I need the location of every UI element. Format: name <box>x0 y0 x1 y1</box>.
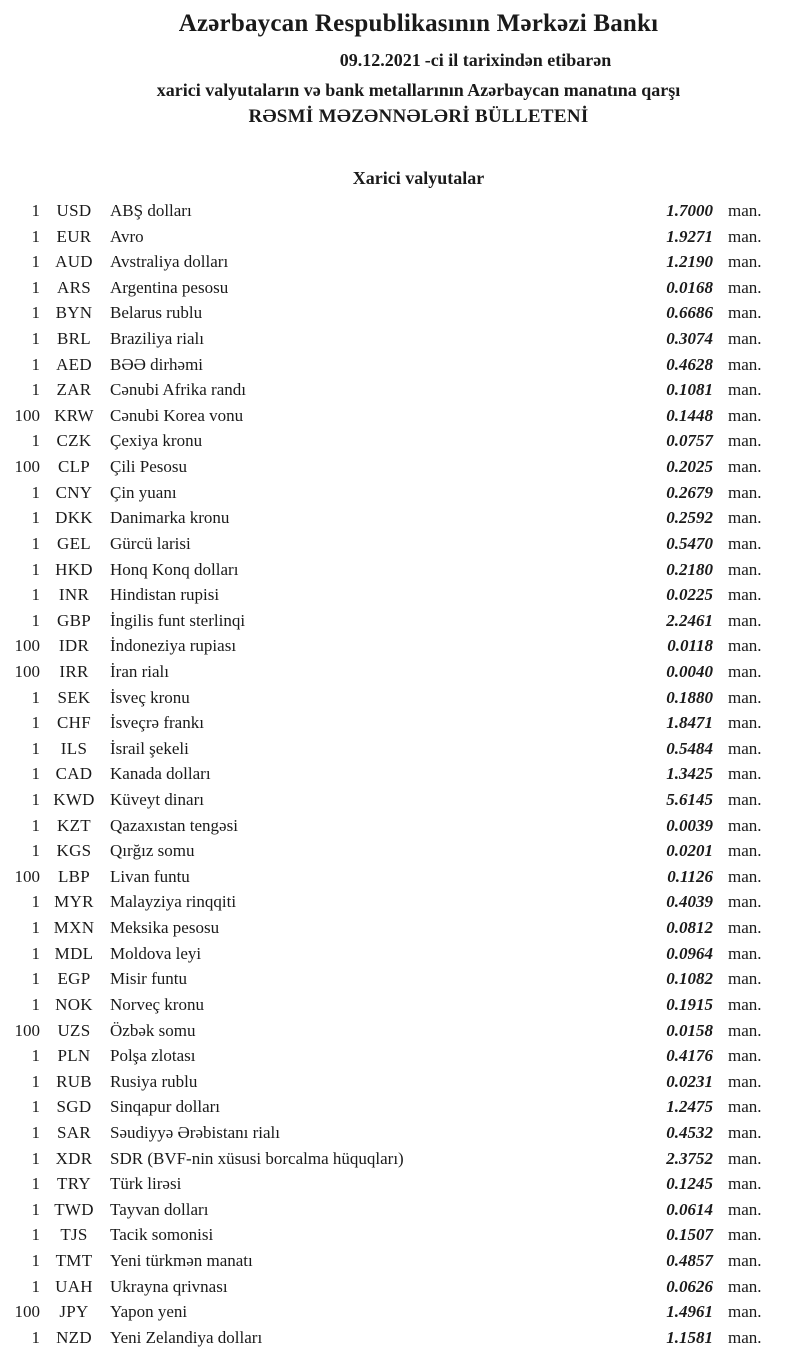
currency-name-cell: Yeni türkmən manatı <box>110 1250 253 1270</box>
table-row <box>0 966 800 992</box>
currency-code-cell: ILS <box>60 738 88 758</box>
currency-code-cell: MXN <box>53 918 95 938</box>
currency-name-cell: Rusiya rublu <box>110 1071 198 1091</box>
quantity-cell: 1 <box>31 277 40 297</box>
currency-name-cell: Türk lirəsi <box>110 1174 182 1194</box>
rate-value-cell: 0.1082 <box>666 969 713 989</box>
currency-code-cell: TWD <box>54 1199 94 1219</box>
currency-name-cell: Meksika pesosu <box>110 918 220 938</box>
quantity-cell: 1 <box>31 1071 40 1091</box>
quantity-cell: 1 <box>31 943 40 963</box>
table-row <box>0 915 800 941</box>
unit-label-cell: man. <box>728 815 762 835</box>
table-row <box>0 889 800 915</box>
quantity-cell: 1 <box>31 815 40 835</box>
quantity-cell: 100 <box>14 1020 40 1040</box>
table-row <box>0 1197 800 1223</box>
rate-value-cell: 2.3752 <box>666 1148 713 1168</box>
quantity-cell: 1 <box>31 1250 40 1270</box>
unit-label-cell: man. <box>728 252 762 272</box>
currency-code-cell: RUB <box>56 1071 92 1091</box>
currency-name-cell: Tayvan dolları <box>110 1199 209 1219</box>
table-row <box>0 1222 800 1248</box>
currency-code-cell: ZAR <box>56 380 92 400</box>
table-row <box>0 838 800 864</box>
unit-label-cell: man. <box>728 610 762 630</box>
unit-label-cell: man. <box>728 1225 762 1245</box>
currency-code-cell: LBP <box>57 866 91 886</box>
bulletin-subtitle: xarici valyutaların və bank metallarının Azərbaycan manatına qarşı <box>156 80 681 100</box>
unit-label-cell: man. <box>728 329 762 349</box>
rate-value-cell: 0.1915 <box>666 994 713 1014</box>
rates-table <box>0 198 800 1350</box>
currency-code-cell: USD <box>56 201 92 220</box>
currency-code-cell: BYN <box>55 303 93 323</box>
table-row <box>0 505 800 531</box>
table-row <box>0 1120 800 1146</box>
quantity-cell: 1 <box>31 354 40 374</box>
rate-value-cell: 0.0812 <box>666 918 713 938</box>
currency-name-cell: Moldova leyi <box>110 943 202 963</box>
table-row <box>0 480 800 506</box>
currency-code-cell: UZS <box>57 1020 91 1040</box>
unit-label-cell: man. <box>728 1122 762 1142</box>
currency-name-cell: İran rialı <box>110 661 169 681</box>
quantity-cell: 100 <box>14 1302 40 1322</box>
unit-label-cell: man. <box>728 1250 762 1270</box>
currency-code-cell: UAH <box>55 1276 93 1296</box>
unit-label-cell: man. <box>728 482 762 502</box>
currency-name-cell: Braziliya rialı <box>110 329 204 349</box>
unit-label-cell: man. <box>728 713 762 733</box>
quantity-cell: 1 <box>31 303 40 323</box>
unit-label-cell: man. <box>728 943 762 963</box>
rate-value-cell: 0.4857 <box>666 1250 713 1270</box>
table-row <box>0 198 800 224</box>
currency-name-cell: Belarus rublu <box>110 303 203 323</box>
quantity-cell: 1 <box>31 380 40 400</box>
currency-name-cell: Küveyt dinarı <box>110 790 204 810</box>
currency-name-cell: Çin yuanı <box>110 482 177 502</box>
currency-name-cell: Yapon yeni <box>110 1302 188 1322</box>
currency-name-cell: İsrail şekeli <box>110 738 189 758</box>
unit-label-cell: man. <box>728 1174 762 1194</box>
quantity-cell: 1 <box>31 1276 40 1296</box>
rate-value-cell: 0.0614 <box>666 1199 713 1219</box>
quantity-cell: 1 <box>31 201 40 220</box>
rate-value-cell: 0.4039 <box>666 892 713 912</box>
unit-label-cell: man. <box>728 790 762 810</box>
currency-code-cell: BRL <box>57 329 91 349</box>
bulletin-header <box>0 0 800 129</box>
quantity-cell: 1 <box>31 969 40 989</box>
currency-code-cell: MDL <box>54 943 94 963</box>
unit-label-cell: man. <box>728 636 762 656</box>
table-row <box>0 1299 800 1325</box>
rate-value-cell: 1.2190 <box>666 252 713 272</box>
rate-value-cell: 0.5470 <box>666 533 713 553</box>
rate-value-cell: 1.1581 <box>666 1327 713 1347</box>
quantity-cell: 1 <box>31 431 40 451</box>
rate-value-cell: 0.6686 <box>666 303 713 323</box>
currency-name-cell: Səudiyyə Ərəbistanı rialı <box>110 1122 280 1142</box>
unit-label-cell: man. <box>728 1276 762 1296</box>
quantity-cell: 1 <box>31 482 40 502</box>
currency-code-cell: KZT <box>57 815 91 835</box>
quantity-cell: 1 <box>31 559 40 579</box>
currency-name-cell: Özbək somu <box>110 1020 196 1040</box>
rate-value-cell: 0.1126 <box>667 866 713 886</box>
bank-name-title: Azərbaycan Respublikasının Mərkəzi Bankı <box>178 10 659 37</box>
currency-code-cell: KWD <box>53 790 95 810</box>
table-row <box>0 710 800 736</box>
table-row <box>0 531 800 557</box>
rate-value-cell: 0.3074 <box>666 329 713 349</box>
currency-name-cell: İsveç kronu <box>110 687 190 707</box>
currency-code-cell: NZD <box>56 1327 92 1347</box>
quantity-cell: 100 <box>14 661 40 681</box>
rate-value-cell: 5.6145 <box>666 790 713 810</box>
currency-name-cell: Ukrayna qrivnası <box>110 1276 228 1296</box>
quantity-cell: 1 <box>31 738 40 758</box>
unit-label-cell: man. <box>728 661 762 681</box>
quantity-cell: 1 <box>31 1046 40 1066</box>
table-row <box>0 326 800 352</box>
rate-value-cell: 0.2592 <box>666 508 713 528</box>
currency-code-cell: KGS <box>56 841 92 861</box>
unit-label-cell: man. <box>728 226 762 246</box>
rate-value-cell: 0.1448 <box>666 405 713 425</box>
currency-name-cell: ABŞ dolları <box>110 201 192 220</box>
table-row <box>0 608 800 634</box>
unit-label-cell: man. <box>728 431 762 451</box>
unit-label-cell: man. <box>728 1020 762 1040</box>
table-row <box>0 992 800 1018</box>
currency-name-cell: Hindistan rupisi <box>110 585 220 605</box>
unit-label-cell: man. <box>728 457 762 477</box>
currency-code-cell: EGP <box>57 969 91 989</box>
rate-value-cell: 0.0040 <box>666 661 713 681</box>
table-row <box>0 813 800 839</box>
currency-name-cell: Danimarka kronu <box>110 508 230 528</box>
table-row <box>0 864 800 890</box>
currency-code-cell: GEL <box>57 533 91 553</box>
rate-value-cell: 0.0039 <box>666 815 713 835</box>
currency-name-cell: Polşa zlotası <box>110 1046 196 1066</box>
table-row <box>0 1043 800 1069</box>
table-row <box>0 1146 800 1172</box>
currency-code-cell: MYR <box>54 892 94 912</box>
currency-code-cell: HKD <box>55 559 93 579</box>
unit-label-cell: man. <box>728 969 762 989</box>
currency-code-cell: CLP <box>57 457 91 477</box>
unit-label-cell: man. <box>728 1071 762 1091</box>
quantity-cell: 1 <box>31 687 40 707</box>
unit-label-cell: man. <box>728 303 762 323</box>
currency-code-cell: PLN <box>57 1046 91 1066</box>
table-row <box>0 736 800 762</box>
table-row <box>0 557 800 583</box>
table-row <box>0 1171 800 1197</box>
unit-label-cell: man. <box>728 1302 762 1322</box>
unit-label-cell: man. <box>728 764 762 784</box>
currency-name-cell: BƏƏ dirhəmi <box>110 354 204 374</box>
table-row <box>0 224 800 250</box>
table-row <box>0 1069 800 1095</box>
currency-name-cell: İndoneziya rupiası <box>110 636 237 656</box>
table-row <box>0 685 800 711</box>
rate-value-cell: 0.2180 <box>666 559 713 579</box>
currency-code-cell: GBP <box>57 610 91 630</box>
quantity-cell: 100 <box>14 866 40 886</box>
table-row <box>0 249 800 275</box>
quantity-cell: 1 <box>31 1148 40 1168</box>
currency-code-cell: SAR <box>57 1122 91 1142</box>
currency-name-cell: Misir funtu <box>110 969 187 989</box>
currency-name-cell: Malayziya rinqqiti <box>110 892 237 912</box>
currency-code-cell: NOK <box>55 994 93 1014</box>
currency-code-cell: TJS <box>60 1225 88 1245</box>
currency-code-cell: ARS <box>57 277 91 297</box>
quantity-cell: 100 <box>14 636 40 656</box>
rate-value-cell: 0.0158 <box>666 1020 713 1040</box>
effective-date: 09.12.2021 <box>339 50 421 70</box>
currency-name-cell: Cənubi Afrika randı <box>110 380 246 400</box>
currency-code-cell: IRR <box>59 661 89 681</box>
quantity-cell: 1 <box>31 610 40 630</box>
rate-value-cell: 0.1245 <box>666 1174 713 1194</box>
unit-label-cell: man. <box>728 277 762 297</box>
rate-value-cell: 1.7000 <box>666 201 713 220</box>
currency-code-cell: AUD <box>55 252 93 272</box>
quantity-cell: 1 <box>31 918 40 938</box>
unit-label-cell: man. <box>728 354 762 374</box>
currency-name-cell: Norveç kronu <box>110 994 204 1014</box>
unit-label-cell: man. <box>728 1148 762 1168</box>
section-title-foreign-currencies: Xarici valyutalar <box>352 168 485 188</box>
rate-value-cell: 0.1081 <box>666 380 713 400</box>
currency-name-cell: Honq Konq dolları <box>110 559 239 579</box>
currency-name-cell: Avstraliya dolları <box>110 252 229 272</box>
currency-name-cell: Yeni Zelandiya dolları <box>110 1327 263 1347</box>
rate-value-cell: 2.2461 <box>666 610 713 630</box>
quantity-cell: 1 <box>31 1327 40 1347</box>
currency-name-cell: Kanada dolları <box>110 764 211 784</box>
unit-label-cell: man. <box>728 380 762 400</box>
currency-code-cell: JPY <box>59 1302 89 1322</box>
quantity-cell: 1 <box>31 1225 40 1245</box>
unit-label-cell: man. <box>728 687 762 707</box>
rate-value-cell: 1.4961 <box>666 1302 713 1322</box>
unit-label-cell: man. <box>728 866 762 886</box>
quantity-cell: 1 <box>31 226 40 246</box>
unit-label-cell: man. <box>728 994 762 1014</box>
quantity-cell: 1 <box>31 1199 40 1219</box>
table-row <box>0 941 800 967</box>
currency-code-cell: TMT <box>55 1250 93 1270</box>
quantity-cell: 100 <box>14 405 40 425</box>
table-row <box>0 659 800 685</box>
unit-label-cell: man. <box>728 1046 762 1066</box>
currency-name-cell: Gürcü larisi <box>110 533 191 553</box>
table-row <box>0 633 800 659</box>
currency-name-cell: İngilis funt sterlinqi <box>110 610 246 630</box>
unit-label-cell: man. <box>728 585 762 605</box>
table-row <box>0 1274 800 1300</box>
table-row <box>0 275 800 301</box>
rate-value-cell: 0.0231 <box>666 1071 713 1091</box>
bulletin-title: RƏSMİ MƏZƏNNƏLƏRİ BÜLLETENİ <box>248 106 589 127</box>
rate-value-cell: 0.0626 <box>666 1276 713 1296</box>
currency-name-cell: İsveçrə frankı <box>110 713 204 733</box>
currency-name-cell: SDR (BVF-nin xüsusi borcalma hüquqları) <box>110 1148 404 1168</box>
currency-code-cell: CHF <box>57 713 91 733</box>
currency-code-cell: CAD <box>55 764 93 784</box>
currency-code-cell: INR <box>58 585 90 605</box>
quantity-cell: 1 <box>31 1174 40 1194</box>
currency-code-cell: CNY <box>55 482 93 502</box>
currency-code-cell: CZK <box>56 431 92 451</box>
currency-name-cell: Qırğız somu <box>110 841 195 861</box>
quantity-cell: 1 <box>31 892 40 912</box>
quantity-cell: 1 <box>31 764 40 784</box>
currency-code-cell: IDR <box>58 636 90 656</box>
quantity-cell: 1 <box>31 1097 40 1117</box>
currency-code-cell: AED <box>56 354 92 374</box>
table-row <box>0 761 800 787</box>
effective-date-line <box>94 50 800 71</box>
currency-name-cell: Avro <box>110 226 144 246</box>
table-row <box>0 454 800 480</box>
rate-value-cell: 0.0964 <box>666 943 713 963</box>
currency-name-cell: Cənubi Korea vonu <box>110 405 244 425</box>
currency-code-cell: DKK <box>55 508 93 528</box>
rate-value-cell: 1.3425 <box>666 764 713 784</box>
unit-label-cell: man. <box>728 1199 762 1219</box>
unit-label-cell: man. <box>728 559 762 579</box>
rate-value-cell: 0.0757 <box>666 431 713 451</box>
rate-value-cell: 0.4176 <box>666 1046 713 1066</box>
rate-value-cell: 0.2679 <box>666 482 713 502</box>
table-row <box>0 1248 800 1274</box>
unit-label-cell: man. <box>728 841 762 861</box>
currency-name-cell: Livan funtu <box>110 866 190 886</box>
quantity-cell: 1 <box>31 713 40 733</box>
rate-value-cell: 0.0225 <box>666 585 713 605</box>
rate-value-cell: 0.1880 <box>666 687 713 707</box>
quantity-cell: 1 <box>31 841 40 861</box>
quantity-cell: 1 <box>31 585 40 605</box>
unit-label-cell: man. <box>728 533 762 553</box>
rate-value-cell: 0.4628 <box>666 354 713 374</box>
quantity-cell: 1 <box>31 329 40 349</box>
currency-code-cell: SEK <box>57 687 91 707</box>
rate-value-cell: 1.2475 <box>666 1097 713 1117</box>
currency-name-cell: Çili Pesosu <box>110 457 187 477</box>
unit-label-cell: man. <box>728 738 762 758</box>
currency-name-cell: Tacik somonisi <box>110 1225 214 1245</box>
quantity-cell: 1 <box>31 533 40 553</box>
unit-label-cell: man. <box>728 918 762 938</box>
rate-value-cell: 0.2025 <box>666 457 713 477</box>
quantity-cell: 1 <box>31 1122 40 1142</box>
table-row <box>0 300 800 326</box>
unit-label-cell: man. <box>728 508 762 528</box>
table-row <box>0 352 800 378</box>
table-row <box>0 1018 800 1044</box>
quantity-cell: 100 <box>14 457 40 477</box>
currency-code-cell: XDR <box>55 1148 93 1168</box>
table-row <box>0 428 800 454</box>
rate-value-cell: 0.0201 <box>666 841 713 861</box>
currency-name-cell: Sinqapur dolları <box>110 1097 221 1117</box>
effective-date-suffix: -ci il tarixindən etibarən <box>424 50 612 70</box>
quantity-cell: 1 <box>31 994 40 1014</box>
rate-value-cell: 0.0168 <box>666 277 713 297</box>
quantity-cell: 1 <box>31 252 40 272</box>
rate-value-cell: 0.0118 <box>667 636 713 656</box>
table-row <box>0 582 800 608</box>
table-row <box>0 787 800 813</box>
unit-label-cell: man. <box>728 405 762 425</box>
rate-value-cell: 1.8471 <box>666 713 713 733</box>
currency-name-cell: Argentina pesosu <box>110 277 229 297</box>
rate-value-cell: 0.5484 <box>666 738 713 758</box>
table-row <box>0 1094 800 1120</box>
rate-value-cell: 0.1507 <box>666 1225 713 1245</box>
table-row <box>0 1325 800 1350</box>
table-row <box>0 403 800 429</box>
unit-label-cell: man. <box>728 1327 762 1347</box>
currency-code-cell: EUR <box>56 226 92 246</box>
table-row <box>0 377 800 403</box>
quantity-cell: 1 <box>31 790 40 810</box>
unit-label-cell: man. <box>728 1097 762 1117</box>
rate-value-cell: 0.4532 <box>666 1122 713 1142</box>
currency-code-cell: SGD <box>56 1097 92 1117</box>
unit-label-cell: man. <box>728 892 762 912</box>
currency-code-cell: TRY <box>57 1174 91 1194</box>
unit-label-cell: man. <box>728 201 762 220</box>
rate-value-cell: 1.9271 <box>666 226 713 246</box>
currency-name-cell: Çexiya kronu <box>110 431 203 451</box>
currency-name-cell: Qazaxıstan tengəsi <box>110 815 238 835</box>
currency-code-cell: KRW <box>54 405 94 425</box>
quantity-cell: 1 <box>31 508 40 528</box>
